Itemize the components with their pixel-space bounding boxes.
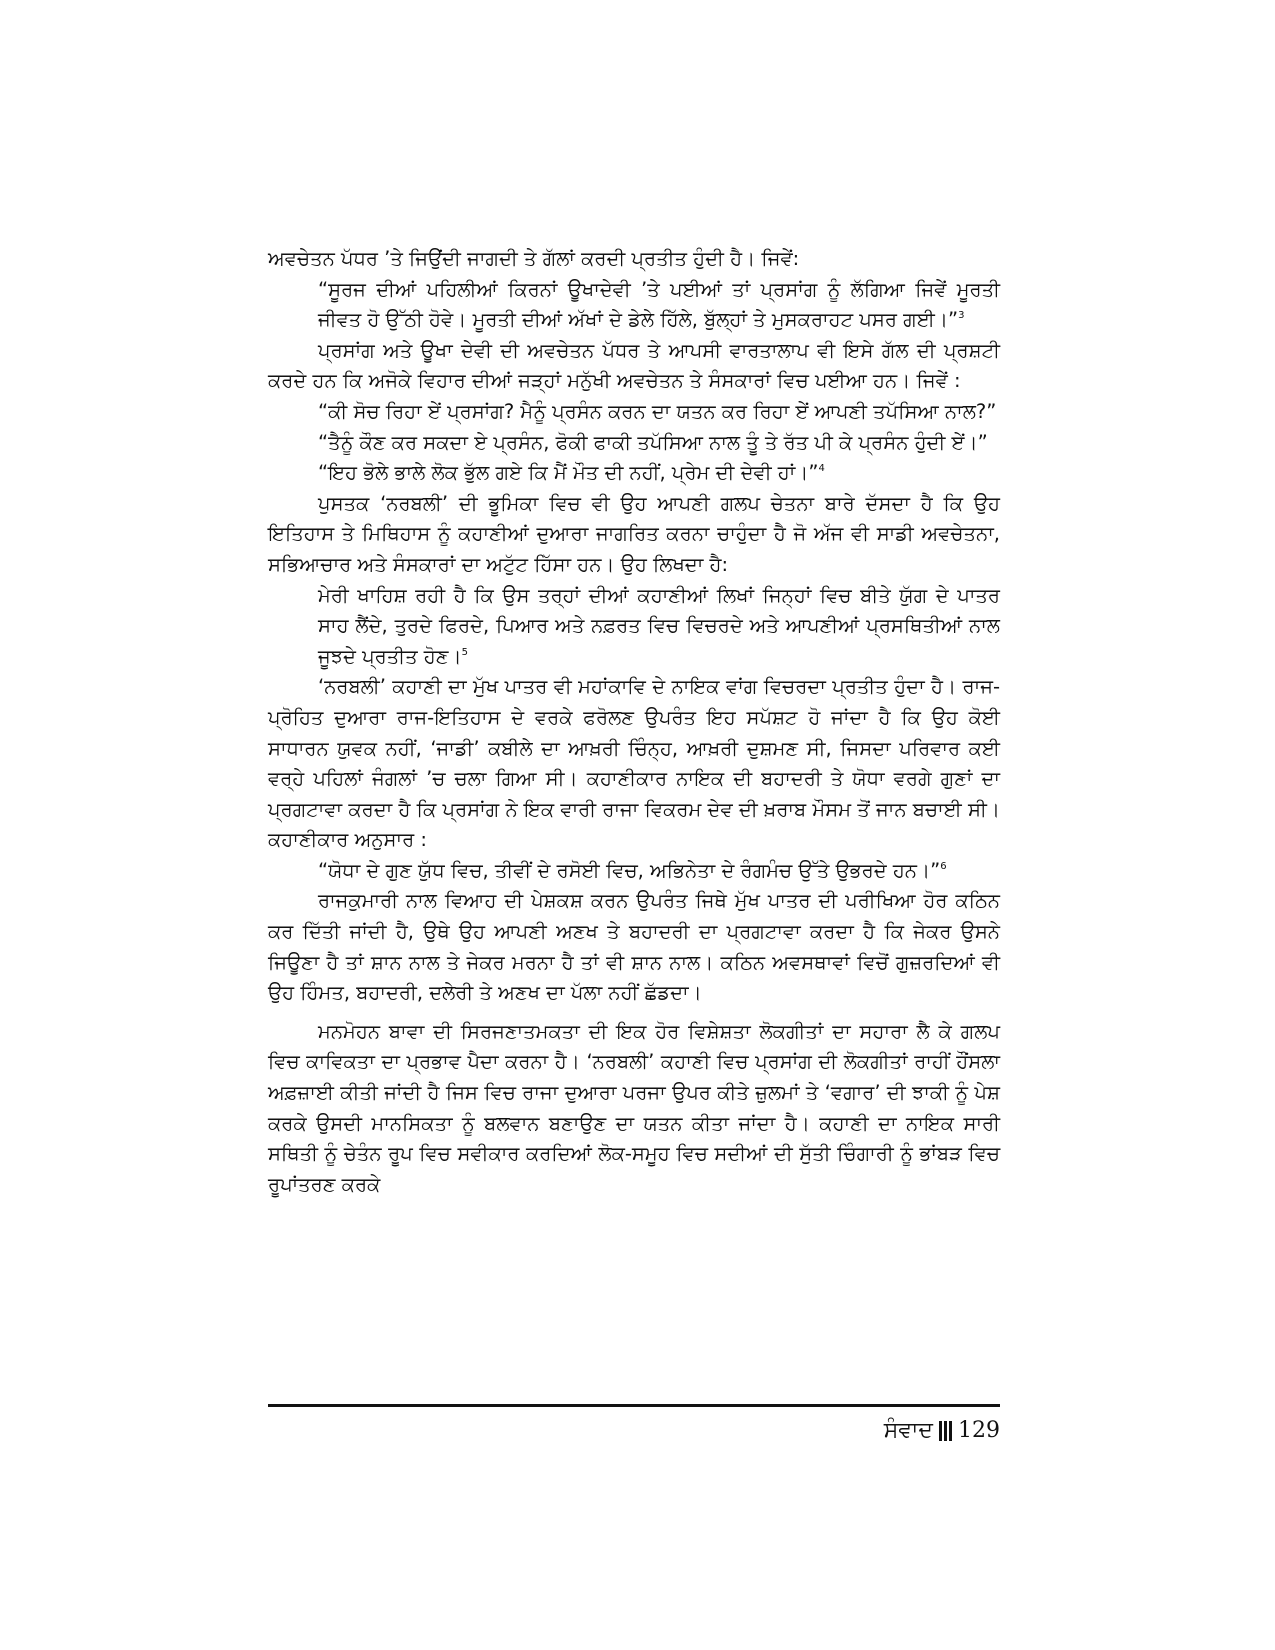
footnote-ref-3[interactable]: 3 [958, 310, 965, 322]
footnote-ref-6[interactable]: 6 [940, 860, 947, 872]
paragraph-5: ਰਾਜਕੁਮਾਰੀ ਨਾਲ ਵਿਆਹ ਦੀ ਪੇਸ਼ਕਸ਼ ਕਰਨ ਉਪਰੰਤ ਜਿਥੇ ਮੁੱਖ ਪਾਤਰ ਦੀ ਪਰੀਖਿਆ ਹੋਰ ਕਠਿਨ ਕਰ ਦਿੱਤੀ ਜਾਂਦੀ ਹੈ, ਉਥੇ ਉਹ ਆਪਣੀ ਅਣਖ ਤੇ ਬਹਾਦਰੀ ਦਾ ਪ੍ਰਗਟਾਵਾ ਕਰਦਾ ਹੈ ਕਿ ਜੇਕਰ ਉਸਨੇ ਜਿਊਣਾ ਹੈ ਤਾਂ ਸ਼ਾਨ ਨਾਲ ਤੇ ਜੇਕਰ ਮਰਨਾ ਹੈ ਤਾਂ ਵੀ ਸ਼ਾਨ ਨਾਲ। ਕਠਿਨ ਅਵਸਥਾਵਾਂ ਵਿਚੋਂ ਗੁਜ਼ਰਦਿਆਂ ਵੀ ਉਹ ਹਿੰਮਤ, ਬਹਾਦਰੀ, ਦਲੇਰੀ ਤੇ ਅਣਖ ਦਾ ਪੱਲਾ ਨਹੀਂ ਛੱਡਦਾ। [268, 889, 1000, 1005]
footnote-ref-4[interactable]: 4 [818, 463, 825, 475]
quote-2: ਮੇਰੀ ਖਾਹਿਸ਼ ਰਹੀ ਹੈ ਕਿ ਉਸ ਤਰ੍ਹਾਂ ਦੀਆਂ ਕਹਾਣੀਆਂ ਲਿਖਾਂ ਜਿਨ੍ਹਾਂ ਵਿਚ ਬੀਤੇ ਯੁੱਗ ਦੇ ਪਾਤਰ ਸਾਹ ਲੈਂਦੇ, ਤੁਰਦੇ ਫਿਰਦੇ, ਪਿਆਰ ਅਤੇ ਨਫ਼ਰਤ ਵਿਚ ਵਿਚਰਦੇ ਅਤੇ ਆਪਣੀਆਂ ਪ੍ਰਸਥਿਤੀਆਂ ਨਾਲ ਜੂਝਦੇ ਪ੍ਰਤੀਤ ਹੋਣ।$^5$ [318, 583, 1000, 668]
paragraph-6: ਮਨਮੋਹਨ ਬਾਵਾ ਦੀ ਸਿਰਜਣਾਤਮਕਤਾ ਦੀ ਇਕ ਹੋਰ ਵਿਸ਼ੇਸ਼ਤਾ ਲੋਕਗੀਤਾਂ ਦਾ ਸਹਾਰਾ ਲੈ ਕੇ ਗਲਪ ਵਿਚ ਕਾਵਿਕਤਾ ਦਾ ਪ੍ਰਭਾਵ ਪੈਦਾ ਕਰਨਾ ਹੈ। ‘ਨਰਬਲੀ’ ਕਹਾਣੀ ਵਿਚ ਪ੍ਰਸਾਂਗ ਦੀ ਲੋਕਗੀਤਾਂ ਰਾਹੀਂ ਹੌਂਸਲਾ ਅਫ਼ਜ਼ਾਈ ਕੀਤੀ ਜਾਂਦੀ ਹੈ ਜਿਸ ਵਿਚ ਰਾਜਾ ਦੁਆਰਾ ਪਰਜਾ ਉਪਰ ਕੀਤੇ ਜ਼ੁਲਮਾਂ ਤੇ ‘ਵਗਾਰ’ ਦੀ ਝਾਕੀ ਨੂੰ ਪੇਸ਼ ਕਰਕੇ ਉਸਦੀ ਮਾਨਸਿਕਤਾ ਨੂੰ ਬਲਵਾਨ ਬਣਾਉਣ ਦਾ ਯਤਨ ਕੀਤਾ ਜਾਂਦਾ ਹੈ। ਕਹਾਣੀ ਦਾ ਨਾਇਕ ਸਾਰੀ ਸਥਿਤੀ ਨੂੰ ਚੇਤੰਨ ਰੂਪ ਵਿਚ ਸਵੀਕਾਰ ਕਰਦਿਆਂ ਲੋਕ-ਸਮੂਹ ਵਿਚ ਸਦੀਆਂ ਦੀ ਸੁੱਤੀ ਚਿੰਗਾਰੀ ਨੂੰ ਭਾਂਬੜ ਵਿਚ ਰੂਪਾਂਤਰਣ ਕਰਕੇ [268, 1019, 1000, 1196]
page-footer [884, 1418, 1000, 1443]
dialogue-3: “ਇਹ ਭੋਲੇ ਭਾਲੇ ਲੋਕ ਭੁੱਲ ਗਏ ਕਿ ਮੈਂ ਮੌਤ ਦੀ ਨਹੀਂ, ਪ੍ਰੇਮ ਦੀ ਦੇਵੀ ਹਾਂ।”$^4$ [318, 461, 825, 485]
quote-3: “ਯੋਧਾ ਦੇ ਗੁਣ ਯੁੱਧ ਵਿਚ, ਤੀਵੀਂ ਦੇ ਰਸੋਈ ਵਿਚ, ਅਭਿਨੇਤਾ ਦੇ ਰੰਗਮੰਚ ਉੱਤੇ ਉਭਰਦੇ ਹਨ।”$^6$ [318, 858, 947, 882]
paragraph-1: ਅਵਚੇਤਨ ਪੱਧਰ ’ਤੇ ਜਿਉਂਦੀ ਜਾਗਦੀ ਤੇ ਗੱਲਾਂ ਕਰਦੀ ਪ੍ਰਤੀਤ ਹੁੰਦੀ ਹੈ। ਜਿਵੇਂ: [268, 247, 800, 270]
page-number: 129 [958, 1418, 1000, 1443]
dialogue-1: “ਕੀ ਸੋਚ ਰਿਹਾ ਏਂ ਪ੍ਰਸਾਂਗ? ਮੈਨੂੰ ਪ੍ਰਸੰਨ ਕਰਨ ਦਾ ਯਤਨ ਕਰ ਰਿਹਾ ਏਂ ਆਪਣੀ ਤਪੱਸਿਆ ਨਾਲ?” [318, 399, 997, 423]
paragraph-3: ਪੁਸਤਕ ‘ਨਰਬਲੀ’ ਦੀ ਭੂਮਿਕਾ ਵਿਚ ਵੀ ਉਹ ਆਪਣੀ ਗਲਪ ਚੇਤਨਾ ਬਾਰੇ ਦੱਸਦਾ ਹੈ ਕਿ ਉਹ ਇਤਿਹਾਸ ਤੇ ਮਿਥਿਹਾਸ ਨੂੰ ਕਹਾਣੀਆਂ ਦੁਆਰਾ ਜਾਗਰਿਤ ਕਰਨਾ ਚਾਹੁੰਦਾ ਹੈ ਜੋ ਅੱਜ ਵੀ ਸਾਡੀ ਅਵਚੇਤਨਾ, ਸਭਿਆਚਾਰ ਅਤੇ ਸੰਸਕਾਰਾਂ ਦਾ ਅਟੁੱਟ ਹਿੱਸਾ ਹਨ। ਉਹ ਲਿਖਦਾ ਹੈ: [268, 491, 1000, 576]
journal-name: ਸੰਵਾਦ [883, 1418, 933, 1443]
triple-bar-icon [939, 1421, 952, 1441]
quote-1: “ਸੂਰਜ ਦੀਆਂ ਪਹਿਲੀਆਂ ਕਿਰਨਾਂ ਊਖਾਦੇਵੀ ’ਤੇ ਪਈਆਂ ਤਾਂ ਪ੍ਰਸਾਂਗ ਨੂੰ ਲੱਗਿਆ ਜਿਵੇਂ ਮੂਰਤੀ ਜੀਵਤ ਹੋ ਉੱਠੀ ਹੋਵੇ। ਮੂਰਤੀ ਦੀਆਂ ਅੱਖਾਂ ਦੇ ਡੇਲੇ ਹਿੱਲੇ, ਬੁੱਲ੍ਹਾਂ ਤੇ ਮੁਸਕਰਾਹਟ ਪਸਰ ਗਈ।”$^3$ [318, 277, 1000, 332]
paragraph-4: ‘ਨਰਬਲੀ’ ਕਹਾਣੀ ਦਾ ਮੁੱਖ ਪਾਤਰ ਵੀ ਮਹਾਂਕਾਵਿ ਦੇ ਨਾਇਕ ਵਾਂਗ ਵਿਚਰਦਾ ਪ੍ਰਤੀਤ ਹੁੰਦਾ ਹੈ। ਰਾਜ-ਪ੍ਰੋਹਿਤ ਦੁਆਰਾ ਰਾਜ-ਇਤਿਹਾਸ ਦੇ ਵਰਕੇ ਫਰੋਲਣ ਉਪਰੰਤ ਇਹ ਸਪੱਸ਼ਟ ਹੋ ਜਾਂਦਾ ਹੈ ਕਿ ਉਹ ਕੋਈ ਸਾਧਾਰਨ ਯੁਵਕ ਨਹੀਂ, ‘ਜਾਡੀ’ ਕਬੀਲੇ ਦਾ ਆਖ਼ਰੀ ਚਿੰਨ੍ਹ, ਆਖ਼ਰੀ ਦੁਸ਼ਮਣ ਸੀ, ਜਿਸਦਾ ਪਰਿਵਾਰ ਕਈ ਵਰ੍ਹੇ ਪਹਿਲਾਂ ਜੰਗਲਾਂ ’ਚ ਚਲਾ ਗਿਆ ਸੀ। ਕਹਾਣੀਕਾਰ ਨਾਇਕ ਦੀ ਬਹਾਦਰੀ ਤੇ ਯੋਧਾ ਵਰਗੇ ਗੁਣਾਂ ਦਾ ਪ੍ਰਗਟਾਵਾ ਕਰਦਾ ਹੈ ਕਿ ਪ੍ਰਸਾਂਗ ਨੇ ਇਕ ਵਾਰੀ ਰਾਜਾ ਵਿਕਰਮ ਦੇਵ ਦੀ ਖ਼ਰਾਬ ਮੌਸਮ ਤੋਂ ਜਾਨ ਬਚਾਈ ਸੀ। ਕਹਾਣੀਕਾਰ ਅਨੁਸਾਰ : [268, 675, 1000, 852]
footer-rule [268, 1404, 1000, 1407]
footnote-ref-5[interactable]: 5 [461, 646, 468, 658]
body-text [268, 244, 1000, 1200]
dialogue-2: “ਤੈਨੂੰ ਕੌਣ ਕਰ ਸਕਦਾ ਏ ਪ੍ਰਸੰਨ, ਫੋਕੀ ਫਾਕੀ ਤਪੱਸਿਆ ਨਾਲ ਤੂੰ ਤੇ ਰੱਤ ਪੀ ਕੇ ਪ੍ਰਸੰਨ ਹੁੰਦੀ ਏਂ।” [318, 430, 988, 454]
paragraph-2: ਪ੍ਰਸਾਂਗ ਅਤੇ ਊਖਾ ਦੇਵੀ ਦੀ ਅਵਚੇਤਨ ਪੱਧਰ ਤੇ ਆਪਸੀ ਵਾਰਤਾਲਾਪ ਵੀ ਇਸੇ ਗੱਲ ਦੀ ਪ੍ਰਸ਼ਟੀ ਕਰਦੇ ਹਨ ਕਿ ਅਜੋਕੇ ਵਿਹਾਰ ਦੀਆਂ ਜੜ੍ਹਾਂ ਮਨੁੱਖੀ ਅਵਚੇਤਨ ਤੇ ਸੰਸਕਾਰਾਂ ਵਿਚ ਪਈਆ ਹਨ। ਜਿਵੇਂ : [268, 338, 1000, 393]
